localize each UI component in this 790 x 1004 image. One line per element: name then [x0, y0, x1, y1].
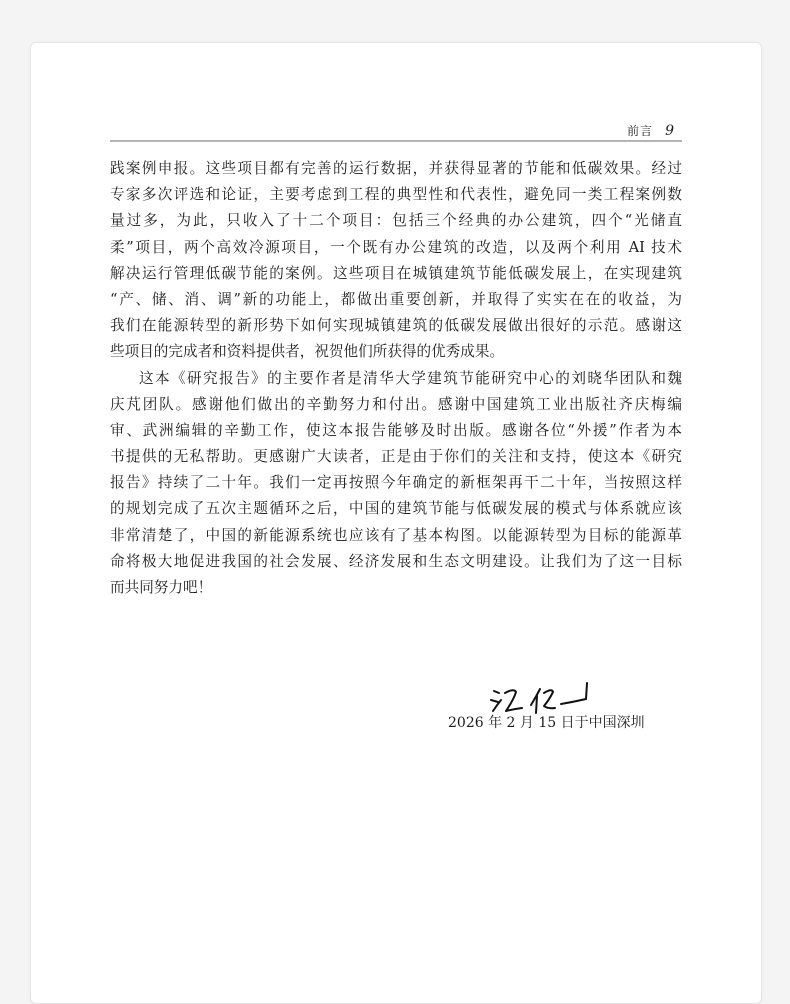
paragraph-2 — [110, 366, 682, 602]
page-number: 9 — [665, 123, 674, 139]
section-title: 前言 — [627, 124, 654, 138]
text-line: 些项目的完成者和资料提供者，祝贺他们所获得的优秀成果。 — [110, 343, 505, 361]
text-line: 命将极大地促进我国的社会发展、经济发展和生态文明建设。让我们为了这一目标 — [110, 552, 682, 570]
text-line: 量过多，为此，只收入了十二个项目：包括三个经典的办公建筑，四个“光储直 — [110, 212, 682, 230]
text-line: 践案例申报。这些项目都有完善的运行数据，并获得显著的节能和低碳效果。经过 — [110, 160, 682, 177]
text-line: 这本《研究报告》的主要作者是清华大学建筑节能研究中心的刘晓华团队和魏 — [139, 369, 682, 387]
text-line: 我们在能源转型的新形势下如何实现城镇建筑的低碳发展做出很好的示范。感谢这 — [110, 317, 682, 335]
text-line: 专家多次评选和论证，主要考虑到工程的典型性和代表性，避免同一类工程案例数 — [110, 186, 682, 204]
text-line: 书提供的无私帮助。更感谢广大读者，正是由于你们的关注和支持，使这本《研究 — [110, 448, 682, 466]
text-line: 审、武洲编辑的辛勤工作，使这本报告能够及时出版。感谢各位“外援”作者为本 — [110, 421, 682, 439]
text-line: 而共同努力吧！ — [110, 579, 213, 596]
text-line: 的规划完成了五次主题循环之后，中国的建筑节能与低碳发展的模式与体系就应该 — [110, 500, 682, 518]
text-line: 非常清楚了，中国的新能源系统也应该有了基本构图。以能源转型为目标的能源革 — [110, 526, 682, 544]
body-text — [110, 156, 682, 601]
closing-date-place: 2026 年 2 月 15 日于中国深圳 — [448, 715, 645, 731]
text-line: 柔”项目，两个高效冷源项目，一个既有办公建筑的改造，以及两个利用 AI 技术 — [110, 238, 682, 256]
text-line: 庆芃团队。感谢他们做出的辛勤努力和付出。感谢中国建筑工业出版社齐庆梅编 — [110, 395, 682, 413]
running-head — [110, 120, 682, 142]
text-line: 报告》持续了二十年。我们一定再按照今年确定的新框架再干二十年，当按照这样 — [110, 474, 682, 492]
text-line: 解决运行管理低碳节能的案例。这些项目在城镇建筑节能低碳发展上，在实现建筑 — [110, 264, 682, 282]
text-line: “产、储、消、调”新的功能上，都做出重要创新，并取得了实实在在的收益，为 — [110, 290, 682, 308]
paragraph-1 — [110, 156, 682, 366]
